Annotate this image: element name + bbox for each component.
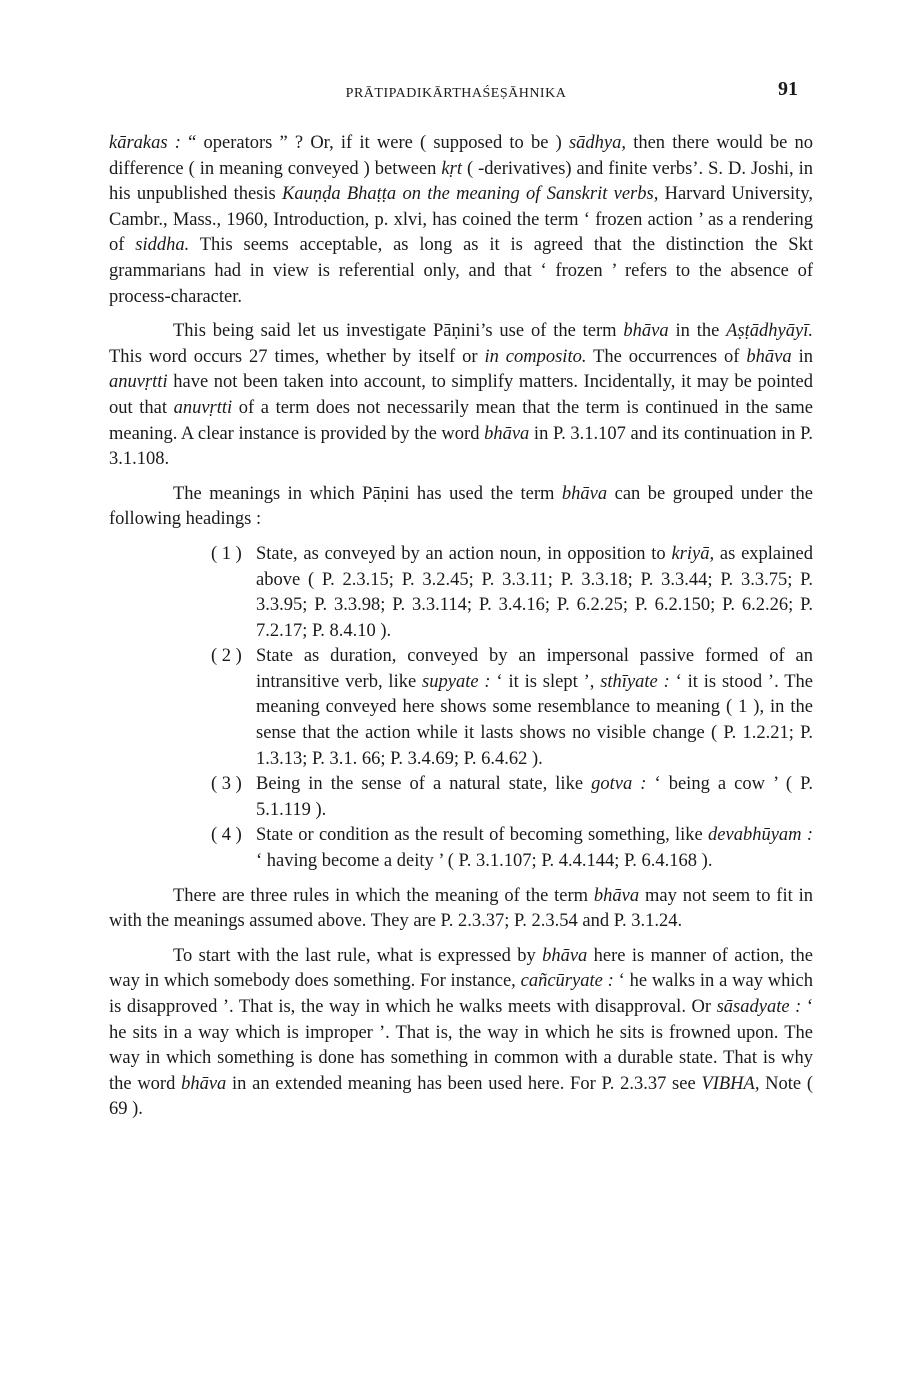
sanskrit-term: devabhūyam :: [708, 825, 813, 846]
text-run: ‘ it is stood ’. The meaning conveyed here shows some resemblance to meaning ( 1 ), in the sense that the action while it lasts shows no visible change ( P. 1.2.21; P. 1.3.13; P. 3.1. 66; P. 3.4.69; P. 6.4.62 ).: [256, 671, 813, 769]
sanskrit-term: bhāva: [623, 321, 669, 342]
sanskrit-term: bhāva: [561, 483, 608, 504]
text-run: Note ( 69 ).: [109, 1073, 814, 1120]
sanskrit-term: bhāva: [542, 945, 588, 966]
sanskrit-term: anuvṛtti: [173, 397, 233, 418]
text-run: State, as conveyed by an action noun, in opposition to: [256, 543, 672, 564]
text-run: here is manner of action, the way in which somebody does something. For instance,: [109, 945, 813, 992]
sanskrit-term: bhāva: [484, 423, 530, 444]
list-number: ( 4 ): [211, 825, 242, 846]
text-run: Being in the sense of a natural state, like: [256, 774, 592, 795]
list-item-meaning-1: [109, 542, 813, 644]
paragraph-manner-of-action: [109, 944, 813, 1123]
text-run: of a term does not necessarily mean that the term is continued in the same meaning. A clear instance is provided by the word: [109, 397, 813, 444]
text-run: ‘ he walks in a way which is disapproved ’. That is, the way in which he walks meets with disapproval. Or: [109, 971, 813, 1017]
text-run: ‘ having become a deity ’ ( P. 3.1.107; P. 4.4.144; P. 6.4.168 ).: [256, 851, 713, 872]
text-run: To start with the last rule, what is expressed by: [173, 945, 543, 966]
latin-term: in composito.: [484, 346, 587, 367]
text-run: This being said let us investigate Pāṇini’s use of the term: [173, 321, 624, 342]
text-run: may not seem to fit in with the meanings assumed above. They are P. 2.3.37; P. 2.3.54 and P. 3.1.24.: [109, 885, 813, 932]
sanskrit-term: kārakas :: [109, 133, 181, 153]
paragraph-bhava-usage: [109, 319, 813, 473]
paragraph-meanings-intro: [109, 482, 813, 533]
sanskrit-term: bhāva: [181, 1073, 227, 1094]
sanskrit-term: sthīyate :: [600, 671, 670, 692]
sanskrit-term: sādhya,: [568, 133, 627, 153]
thesis-title: Kauṇḍa Bhaṭṭa on the meaning of Sanskrit verbs,: [281, 184, 659, 205]
list-number: ( 3 ): [211, 774, 242, 795]
list-item-meaning-3: [109, 772, 813, 823]
meanings-list: [109, 542, 813, 875]
list-number: ( 2 ): [211, 646, 242, 667]
text-run: ‘ he sits in a way which is improper ’. That is, the way in which he sits is frowned upon. The way in which something is done has something in common with a durable state. That is why the word: [109, 997, 813, 1094]
text-run: in an extended meaning has been used here. For P. 2.3.37 see: [226, 1073, 702, 1094]
work-abbreviation: VIBHA,: [701, 1073, 760, 1094]
text-run: then there would be no difference ( in meaning conveyed ) between: [109, 133, 813, 179]
paragraph-exceptions: [109, 884, 813, 935]
text-run: in: [791, 346, 813, 367]
sanskrit-term: supyate :: [422, 671, 491, 692]
sanskrit-term: kriyā,: [671, 543, 715, 564]
page-number: 91: [778, 78, 798, 100]
page-body: [109, 131, 813, 1132]
text-run: can be grouped under the following headings :: [109, 483, 814, 530]
sanskrit-term: siddha.: [135, 235, 190, 256]
list-item-meaning-4: [109, 823, 813, 874]
text-run: There are three rules in which the meaning of the term: [173, 885, 594, 906]
text-run: ( -derivatives) and finite verbs’. S. D. Joshi, in his unpublished thesis: [109, 158, 813, 205]
sanskrit-term: kṛt: [441, 158, 462, 179]
running-head: PRĀTIPADIKĀRTHAŚEṢĀHNIKA: [345, 86, 567, 101]
text-run: The meanings in which Pāṇini has used the term: [173, 483, 562, 504]
text-run: This word occurs 27 times, whether by itself or: [109, 346, 485, 367]
text-run: in the: [668, 321, 727, 342]
text-run: State as duration, conveyed by an impersonal passive formed of an intransitive verb, like: [256, 646, 813, 692]
text-run: as explained above ( P. 2.3.15; P. 3.2.45; P. 3.3.11; P. 3.3.18; P. 3.3.44; P. 3.3.75; P. 3.3.95; P. 3.3.98; P. 3.3.114; P. 3.4.16; P. 6.2.25; P. 6.2.150; P. 6.2.26; P. 7.2.17; P. 8.4.10 ).: [256, 543, 813, 641]
sanskrit-term: Aṣṭādhyāyī.: [726, 321, 813, 342]
list-number: ( 1 ): [211, 543, 242, 564]
text-run: The occurrences of: [586, 346, 747, 367]
sanskrit-term: sāsadyate :: [716, 997, 802, 1017]
footnote-continuation: [109, 131, 813, 310]
text-run: ‘ it is slept ’,: [490, 671, 601, 692]
text-run: “ operators ” ? Or, if it were ( supposed to be ): [180, 133, 569, 153]
text-run: State or condition as the result of becoming something, like: [256, 825, 709, 846]
sanskrit-term: bhāva: [593, 885, 640, 906]
text-run: in P. 3.1.107 and its continuation in P. 3.1.108.: [109, 423, 813, 470]
text-run: This seems acceptable, as long as it is agreed that the distinction the Skt grammarians had in view is referential only, and that ‘ frozen ’ refers to the absence of process-character.: [109, 235, 813, 307]
sanskrit-term: bhāva: [746, 346, 792, 367]
sanskrit-term: gotva :: [591, 774, 647, 795]
sanskrit-term: cañcūryate :: [520, 971, 614, 992]
sanskrit-term: anuvṛtti: [109, 372, 168, 393]
list-item-meaning-2: [109, 644, 813, 772]
text-run: have not been taken into account, to simplify matters. Incidentally, it may be pointed out that: [109, 372, 813, 418]
text-run: Harvard University, Cambr., Mass., 1960, Introduction, p. xlvi, has coined the term ‘ frozen action ’ as a rendering of: [109, 184, 813, 256]
text-run: ‘ being a cow ’ ( P. 5.1.119 ).: [256, 774, 813, 820]
